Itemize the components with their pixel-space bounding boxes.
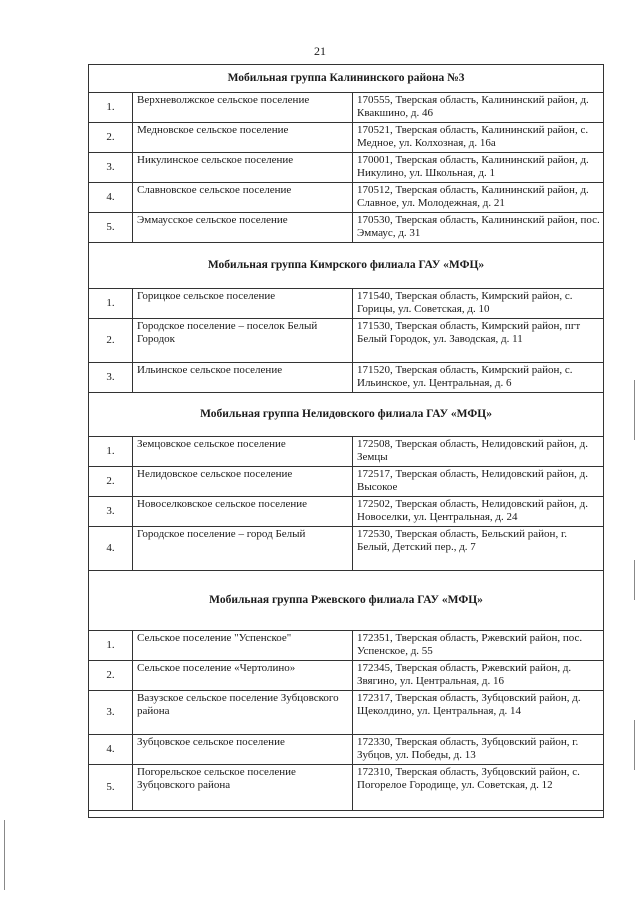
group-header-row — [89, 65, 604, 93]
table-row — [89, 363, 604, 393]
settlement-address: 172508, Тверская область, Нелидовский район, д. Земцы — [353, 437, 604, 467]
table-row — [89, 153, 604, 183]
table-row — [89, 765, 604, 811]
settlement-address: 172330, Тверская область, Зубцовский район, г. Зубцов, ул. Победы, д. 13 — [353, 735, 604, 765]
settlement-address: 170001, Тверская область, Калининский район, д. Никулино, ул. Школьная, д. 1 — [353, 153, 604, 183]
settlement-address: 171530, Тверская область, Кимрский район, пгт Белый Городок, ул. Заводская, д. 11 — [353, 319, 604, 363]
settlement-name: Верхневолжское сельское поселение — [133, 93, 353, 123]
table-row — [89, 437, 604, 467]
settlement-name: Погорельское сельское поселение Зубцовского района — [133, 765, 353, 811]
settlement-address: 170555, Тверская область, Калининский район, д. Квакшино, д. 46 — [353, 93, 604, 123]
settlement-name: Нелидовское сельское поселение — [133, 467, 353, 497]
settlement-name: Сельское поселение «Чертолино» — [133, 661, 353, 691]
group-header-row — [89, 571, 604, 631]
row-number: 3. — [89, 497, 133, 527]
table-row — [89, 467, 604, 497]
settlement-name: Новоселковское сельское поселение — [133, 497, 353, 527]
table-row — [89, 735, 604, 765]
table-row — [89, 691, 604, 735]
settlement-address: 171520, Тверская область, Кимрский район, с. Ильинское, ул. Центральная, д. 6 — [353, 363, 604, 393]
group-title: Мобильная группа Калининского района №3 — [89, 65, 604, 93]
settlement-address: 172530, Тверская область, Бельский район, г. Белый, Детский пер., д. 7 — [353, 527, 604, 571]
settlement-name: Горицкое сельское поселение — [133, 289, 353, 319]
settlement-name: Медновское сельское поселение — [133, 123, 353, 153]
row-number: 5. — [89, 213, 133, 243]
settlement-name: Земцовское сельское поселение — [133, 437, 353, 467]
table-row — [89, 497, 604, 527]
settlement-name: Ильинское сельское поселение — [133, 363, 353, 393]
settlement-name: Славновское сельское поселение — [133, 183, 353, 213]
settlement-name: Никулинское сельское поселение — [133, 153, 353, 183]
settlement-address: 172351, Тверская область, Ржевский район, пос. Успенское, д. 55 — [353, 631, 604, 661]
table-row — [89, 93, 604, 123]
table-row — [89, 661, 604, 691]
row-number: 1. — [89, 631, 133, 661]
row-number: 1. — [89, 93, 133, 123]
row-number: 4. — [89, 735, 133, 765]
table-row — [89, 123, 604, 153]
row-number: 2. — [89, 661, 133, 691]
row-number: 3. — [89, 363, 133, 393]
scan-edge-mark — [634, 720, 635, 770]
table-row — [89, 631, 604, 661]
table-spacer-row — [89, 811, 604, 818]
settlement-address: 172517, Тверская область, Нелидовский район, д. Высокое — [353, 467, 604, 497]
row-number: 2. — [89, 319, 133, 363]
settlement-name: Вазузское сельское поселение Зубцовского района — [133, 691, 353, 735]
table-row — [89, 527, 604, 571]
settlement-name: Городское поселение – город Белый — [133, 527, 353, 571]
page-number: 21 — [314, 44, 326, 58]
row-number: 5. — [89, 765, 133, 811]
settlement-address: 172345, Тверская область, Ржевский район, д. Звягино, ул. Центральная, д. 16 — [353, 661, 604, 691]
row-number: 3. — [89, 691, 133, 735]
settlement-address: 171540, Тверская область, Кимрский район, с. Горицы, ул. Советская, д. 10 — [353, 289, 604, 319]
row-number: 4. — [89, 527, 133, 571]
row-number: 2. — [89, 467, 133, 497]
table-row — [89, 289, 604, 319]
scan-edge-mark — [634, 560, 635, 600]
row-number: 1. — [89, 289, 133, 319]
scan-edge-mark — [4, 820, 5, 890]
group-title: Мобильная группа Кимрского филиала ГАУ «МФЦ» — [89, 243, 604, 289]
table-row — [89, 213, 604, 243]
row-number: 3. — [89, 153, 133, 183]
settlement-address: 172310, Тверская область, Зубцовский район, с. Погорелое Городище, ул. Советская, д. 12 — [353, 765, 604, 811]
empty-cell — [89, 811, 604, 818]
row-number: 4. — [89, 183, 133, 213]
group-title: Мобильная группа Нелидовского филиала ГАУ «МФЦ» — [89, 393, 604, 437]
settlement-name: Зубцовское сельское поселение — [133, 735, 353, 765]
settlement-address: 170530, Тверская область, Калининский район, пос. Эммаус, д. 31 — [353, 213, 604, 243]
scan-edge-mark — [634, 380, 635, 440]
settlement-name: Эммаусское сельское поселение — [133, 213, 353, 243]
settlement-address: 170521, Тверская область, Калининский район, с. Медное, ул. Колхозная, д. 16а — [353, 123, 604, 153]
table-row — [89, 319, 604, 363]
settlement-address: 172502, Тверская область, Нелидовский район, д. Новоселки, ул. Центральная, д. 24 — [353, 497, 604, 527]
settlement-name: Городское поселение – поселок Белый Городок — [133, 319, 353, 363]
group-header-row — [89, 243, 604, 289]
group-header-row — [89, 393, 604, 437]
table-row — [89, 183, 604, 213]
row-number: 1. — [89, 437, 133, 467]
group-title: Мобильная группа Ржевского филиала ГАУ «МФЦ» — [89, 571, 604, 631]
locations-table — [88, 64, 604, 818]
settlement-address: 172317, Тверская область, Зубцовский район, д. Щеколдино, ул. Центральная, д. 14 — [353, 691, 604, 735]
settlement-name: Сельское поселение "Успенское" — [133, 631, 353, 661]
settlement-address: 170512, Тверская область, Калининский район, д. Славное, ул. Молодежная, д. 21 — [353, 183, 604, 213]
row-number: 2. — [89, 123, 133, 153]
